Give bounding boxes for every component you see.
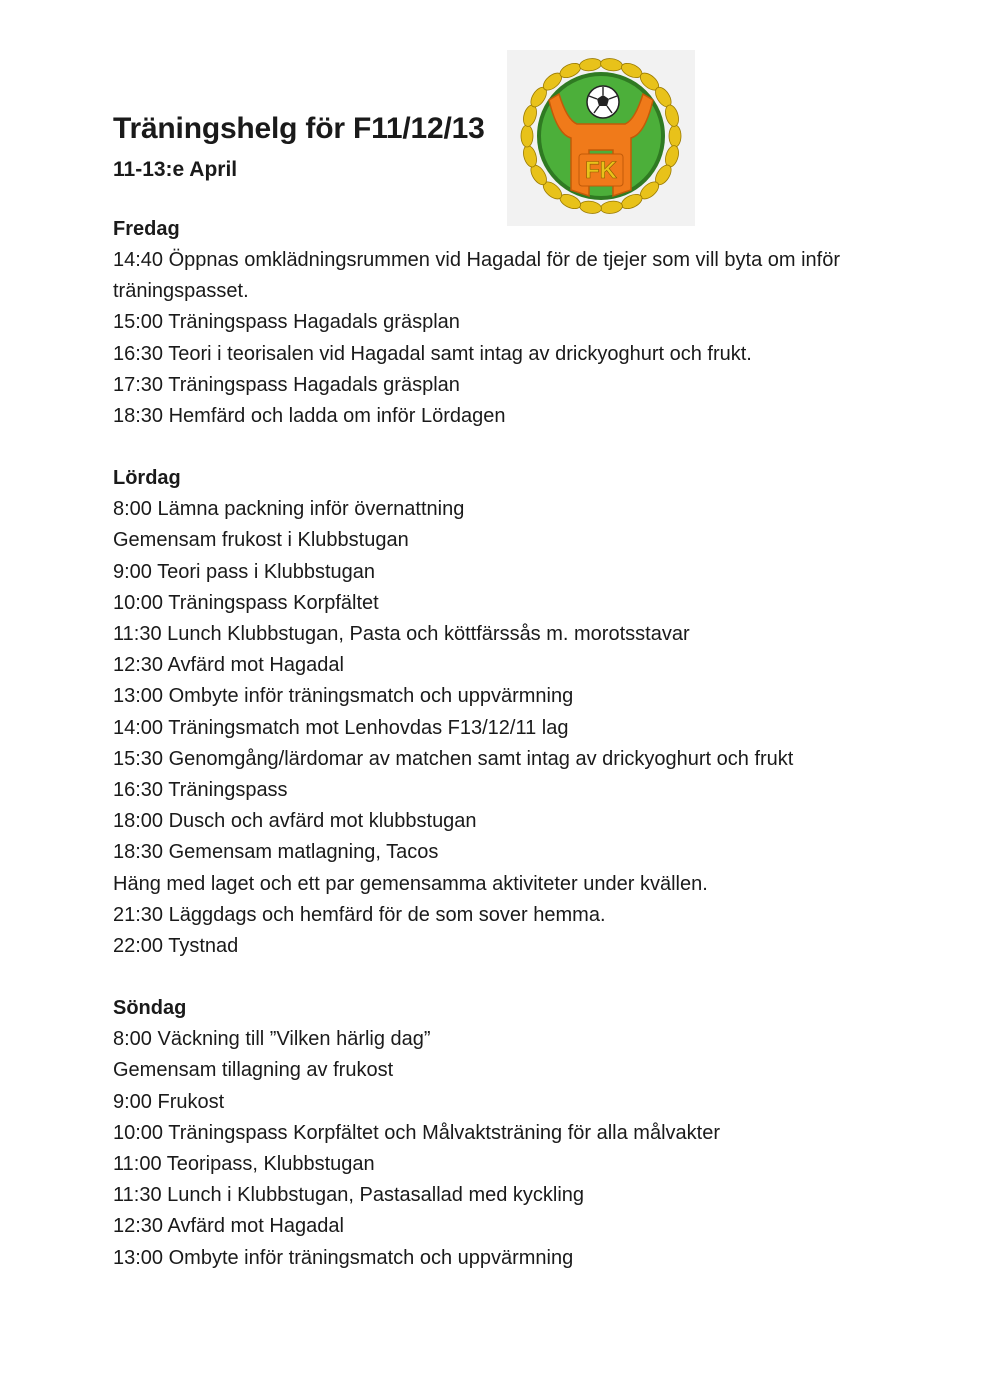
schedule-entry: 10:00 Träningspass Korpfältet och Målvaktsträning för alla målvakter bbox=[113, 1121, 720, 1144]
day-heading: Fredag bbox=[113, 218, 180, 240]
schedule-entry: 13:00 Ombyte inför träningsmatch och uppvärmning bbox=[113, 685, 574, 708]
schedule-entry: 8:00 Lämna packning inför övernattning bbox=[113, 498, 465, 521]
wreath-leaf-icon bbox=[579, 57, 602, 72]
day-section bbox=[113, 463, 973, 962]
schedule-entry: 12:30 Avfärd mot Hagadal bbox=[113, 654, 344, 677]
wreath-leaf-icon bbox=[521, 125, 533, 147]
schedule-entry: 11:00 Teoripass, Klubbstugan bbox=[113, 1153, 375, 1176]
schedule-entry: Gemensam tillagning av frukost bbox=[113, 1059, 394, 1082]
schedule bbox=[113, 214, 973, 1274]
day-heading: Lördag bbox=[113, 467, 181, 490]
schedule-entry: 9:00 Frukost bbox=[113, 1090, 225, 1113]
schedule-entry: 14:40 Öppnas omklädningsrummen vid Hagadal för de tjejer som vill byta om inför träningspasset. bbox=[113, 249, 841, 303]
schedule-entry: 11:30 Lunch Klubbstugan, Pasta och köttfärssås m. morotsstavar bbox=[113, 623, 690, 646]
schedule-list bbox=[113, 245, 973, 432]
schedule-entry: 12:30 Avfärd mot Hagadal bbox=[113, 1215, 344, 1238]
schedule-entry: 8:00 Väckning till ”Vilken härlig dag” bbox=[113, 1028, 431, 1051]
schedule-list bbox=[113, 1024, 973, 1274]
wreath-leaf-icon bbox=[579, 200, 602, 215]
schedule-entry: 10:00 Träningspass Korpfältet bbox=[113, 591, 379, 614]
schedule-entry: 14:00 Träningsmatch mot Lenhovdas F13/12/11 lag bbox=[113, 716, 569, 739]
wreath-leaf-icon bbox=[669, 125, 681, 147]
club-logo bbox=[507, 50, 695, 226]
schedule-entry: 18:00 Dusch och avfärd mot klubbstugan bbox=[113, 810, 477, 833]
day-heading: Söndag bbox=[113, 997, 187, 1020]
club-crest-icon bbox=[507, 50, 695, 226]
document-title: Träningshelg för F11/12/13 bbox=[113, 112, 485, 145]
wreath-leaf-icon bbox=[600, 57, 623, 72]
schedule-entry: Häng med laget och ett par gemensamma aktiviteter under kvällen. bbox=[113, 872, 708, 895]
schedule-entry: 17:30 Träningspass Hagadals gräsplan bbox=[113, 373, 460, 396]
schedule-entry: 18:30 Gemensam matlagning, Tacos bbox=[113, 841, 439, 864]
schedule-entry: 16:30 Teori i teorisalen vid Hagadal samt intag av drickyoghurt och frukt. bbox=[113, 342, 752, 365]
schedule-entry: 16:30 Träningspass bbox=[113, 779, 288, 802]
schedule-entry: Gemensam frukost i Klubbstugan bbox=[113, 529, 409, 552]
schedule-entry: 13:00 Ombyte inför träningsmatch och uppvärmning bbox=[113, 1246, 574, 1269]
schedule-entry: 15:00 Träningspass Hagadals gräsplan bbox=[113, 311, 460, 334]
day-section bbox=[113, 214, 973, 432]
schedule-entry: 15:30 Genomgång/lärdomar av matchen samt intag av drickyoghurt och frukt bbox=[113, 747, 794, 770]
schedule-entry: 22:00 Tystnad bbox=[113, 935, 239, 958]
logo-text: FK bbox=[585, 157, 617, 184]
schedule-list bbox=[113, 494, 973, 962]
schedule-entry: 18:30 Hemfärd och ladda om inför Lördagen bbox=[113, 405, 506, 428]
schedule-entry: 9:00 Teori pass i Klubbstugan bbox=[113, 560, 376, 583]
schedule-entry: 11:30 Lunch i Klubbstugan, Pastasallad med kyckling bbox=[113, 1184, 585, 1207]
document-subtitle: 11-13:e April bbox=[113, 158, 238, 181]
day-section bbox=[113, 993, 973, 1274]
wreath-leaf-icon bbox=[600, 200, 623, 215]
schedule-entry: 21:30 Läggdags och hemfärd för de som sover hemma. bbox=[113, 903, 606, 926]
